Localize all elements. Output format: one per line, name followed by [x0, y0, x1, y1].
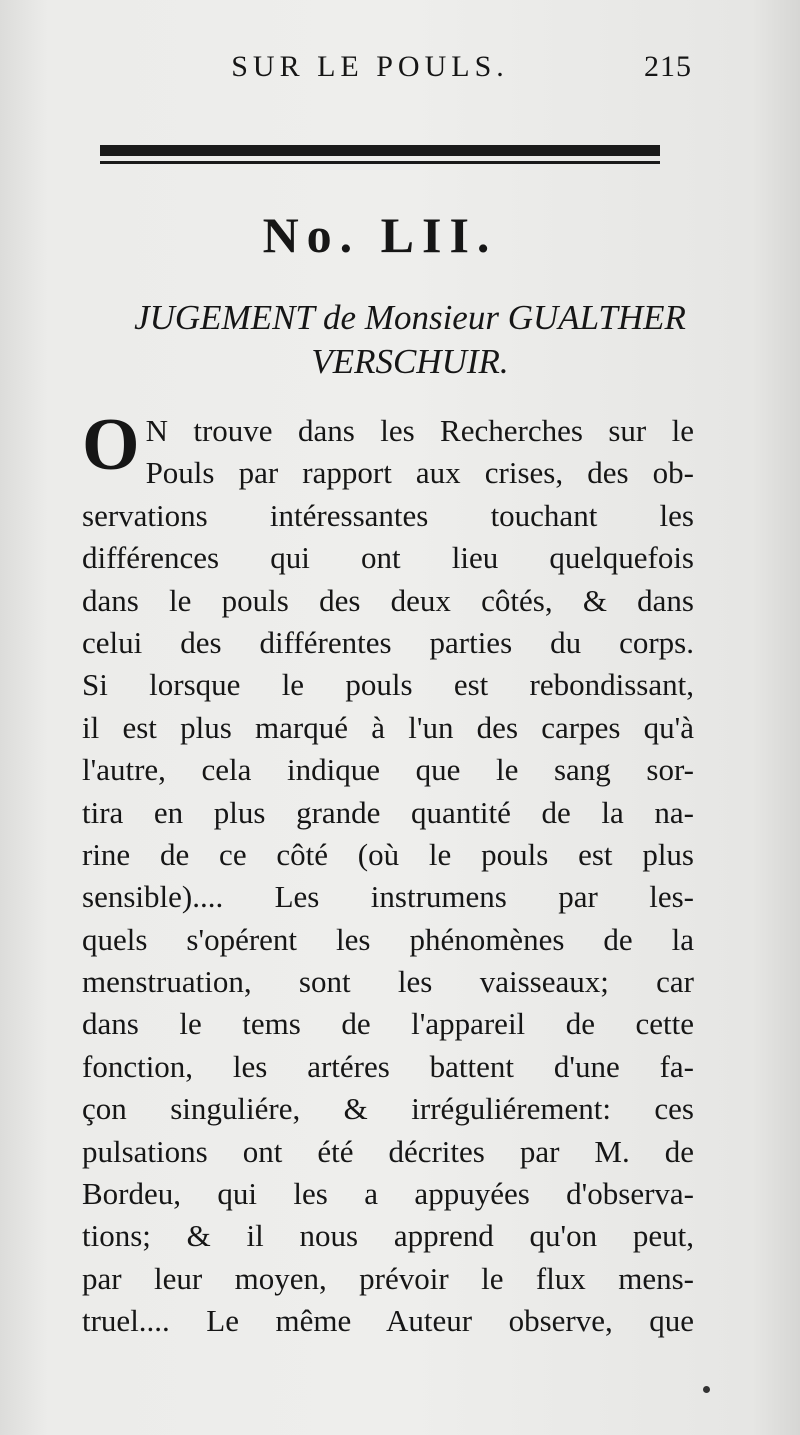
text-line: tions; & il nous apprend qu'on peut, — [82, 1218, 694, 1254]
text-line: par leur moyen, prévoir le flux mens- — [82, 1260, 694, 1296]
text-line: tira en plus grande quantité de la na- — [82, 794, 694, 830]
text-line: Pouls par rapport aux crises, des ob- — [145, 455, 694, 491]
text-line: l'autre, cela indique que le sang sor- — [82, 752, 694, 788]
text-line: différences qui ont lieu quelquefois — [82, 540, 694, 576]
article-title-line-2: VERSCHUIR. — [311, 342, 509, 381]
rule-thick-line — [100, 145, 660, 156]
text-line: menstruation, sont les vaisseaux; car — [82, 964, 694, 1000]
text-line: dans le pouls des deux côtés, & dans — [82, 582, 694, 618]
text-line: Si lorsque le pouls est rebondissant, — [82, 667, 694, 703]
rule-thin-line — [100, 161, 660, 164]
text-line: rine de ce côté (où le pouls est plus — [82, 836, 694, 872]
section-number-heading: No. LII. — [262, 207, 498, 263]
text-line: truel.... Le même Auteur observe, que — [82, 1303, 694, 1339]
text-line: servations intéressantes touchant les — [82, 497, 694, 533]
text-line: dans le tems de l'appareil de cette — [82, 1006, 694, 1042]
text-line: il est plus marqué à l'un des carpes qu'à — [82, 709, 694, 745]
text-line: quels s'opérent les phénomènes de la — [82, 921, 694, 957]
ink-speck — [703, 1386, 710, 1393]
first-line-lead: N — [145, 413, 168, 448]
running-title: SUR LE POULS. — [231, 50, 509, 83]
article-title-line-1: JUGEMENT de Monsieur GUALTHER — [134, 298, 686, 337]
text-line: sensible).... Les instrumens par les- — [82, 879, 694, 915]
text-line: fonction, les artéres battent d'une fa- — [82, 1048, 694, 1084]
first-line-rest: trouve dans les Recherches sur le — [167, 413, 694, 448]
text-line: celui des différentes parties du corps. — [82, 624, 694, 660]
text-line: çon singuliére, & irréguliérement: ces — [82, 1091, 694, 1127]
decorative-rule — [100, 145, 660, 171]
page-number: 215 — [644, 50, 692, 83]
text-line: pulsations ont été décrites par M. de — [82, 1133, 694, 1169]
text-line: Bordeu, qui les a appuyées d'observa- — [82, 1176, 694, 1212]
drop-cap: O — [82, 404, 140, 486]
article-title — [60, 296, 760, 384]
running-head — [0, 50, 800, 90]
body-text — [82, 404, 694, 1343]
